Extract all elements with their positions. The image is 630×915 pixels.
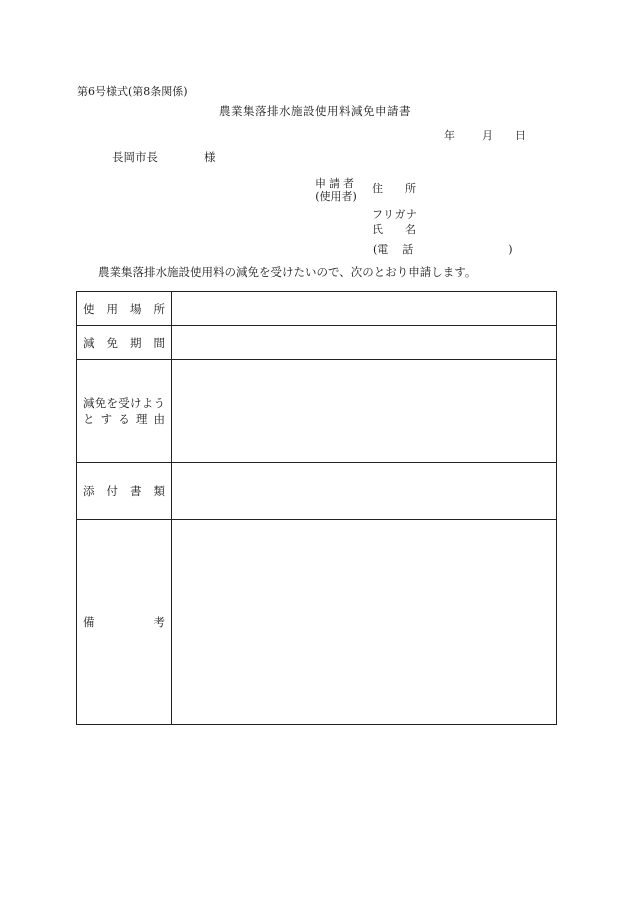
label-char: 付 (106, 484, 118, 498)
address-label-char2: 所 (405, 182, 416, 195)
form-number: 第6号様式(第8条関係) (77, 85, 188, 98)
applicant-role-line1: 申請者 (315, 177, 357, 190)
phone-label: 話 (402, 243, 414, 256)
label-char: す (100, 412, 113, 426)
label-char: 減 (83, 335, 95, 350)
document-title: 農業集落排水施設使用料減免申請書 (219, 104, 411, 118)
address-label (372, 183, 416, 194)
date-year-label: 年 (444, 129, 455, 142)
furigana-label: フリガナ (372, 208, 418, 221)
phone-field (373, 244, 513, 255)
table-row-reason (77, 360, 557, 463)
date-day-label: 日 (515, 129, 526, 142)
label-char: 場 (130, 301, 142, 316)
label-char: 受 (118, 396, 130, 410)
label-char: け (130, 396, 142, 410)
label-char: 考 (153, 615, 165, 629)
intro-text: 農業集落排水施設使用料の減免を受けたいので、次のとおり申請します。 (98, 265, 477, 279)
applicant-role-line2: (使用者) (315, 190, 357, 203)
address-label-char1: 住 (372, 182, 383, 195)
label-char: 理 (135, 412, 148, 426)
table-row-period (77, 326, 557, 360)
label-period (77, 326, 172, 360)
label-remarks (77, 520, 172, 725)
label-char: を (106, 396, 118, 410)
date-month-label: 月 (482, 129, 493, 142)
label-char: と (83, 412, 95, 426)
table-row-attachments (77, 463, 557, 520)
label-char: 用 (106, 301, 118, 316)
label-char: 期 (130, 335, 142, 350)
usage-location-field[interactable] (172, 292, 557, 326)
reduction-period-field[interactable] (172, 326, 557, 360)
addressee-honorific: 様 (204, 150, 216, 164)
remarks-field[interactable] (172, 520, 557, 725)
table-row-remarks (77, 520, 557, 725)
phone-open: (電 (373, 243, 389, 256)
label-reason (77, 360, 172, 463)
phone-close: ) (508, 243, 513, 256)
reason-field[interactable] (172, 360, 557, 463)
label-char: 所 (153, 301, 165, 316)
name-label-char1: 氏 (372, 223, 383, 236)
label-char: 類 (153, 484, 165, 498)
addressee (112, 152, 216, 164)
label-char: う (153, 396, 165, 410)
name-label (372, 224, 416, 235)
label-char: よ (141, 396, 154, 410)
attachments-field[interactable] (172, 463, 557, 520)
label-char: 減 (83, 396, 95, 410)
label-char: 書 (130, 484, 142, 498)
label-char: 免 (94, 396, 107, 410)
addressee-name: 長岡市長 (112, 150, 158, 164)
label-char: 免 (106, 335, 118, 350)
label-char: 使 (83, 301, 95, 316)
application-table (76, 291, 557, 725)
table-row-location (77, 292, 557, 326)
label-char: 備 (83, 615, 95, 629)
name-label-char2: 名 (405, 223, 416, 236)
label-char: 間 (153, 335, 165, 350)
label-char: る (118, 412, 130, 426)
label-attachments (77, 463, 172, 520)
applicant-role (315, 177, 357, 203)
label-char: 添 (83, 484, 95, 498)
label-char: 由 (153, 412, 165, 426)
label-location (77, 292, 172, 326)
